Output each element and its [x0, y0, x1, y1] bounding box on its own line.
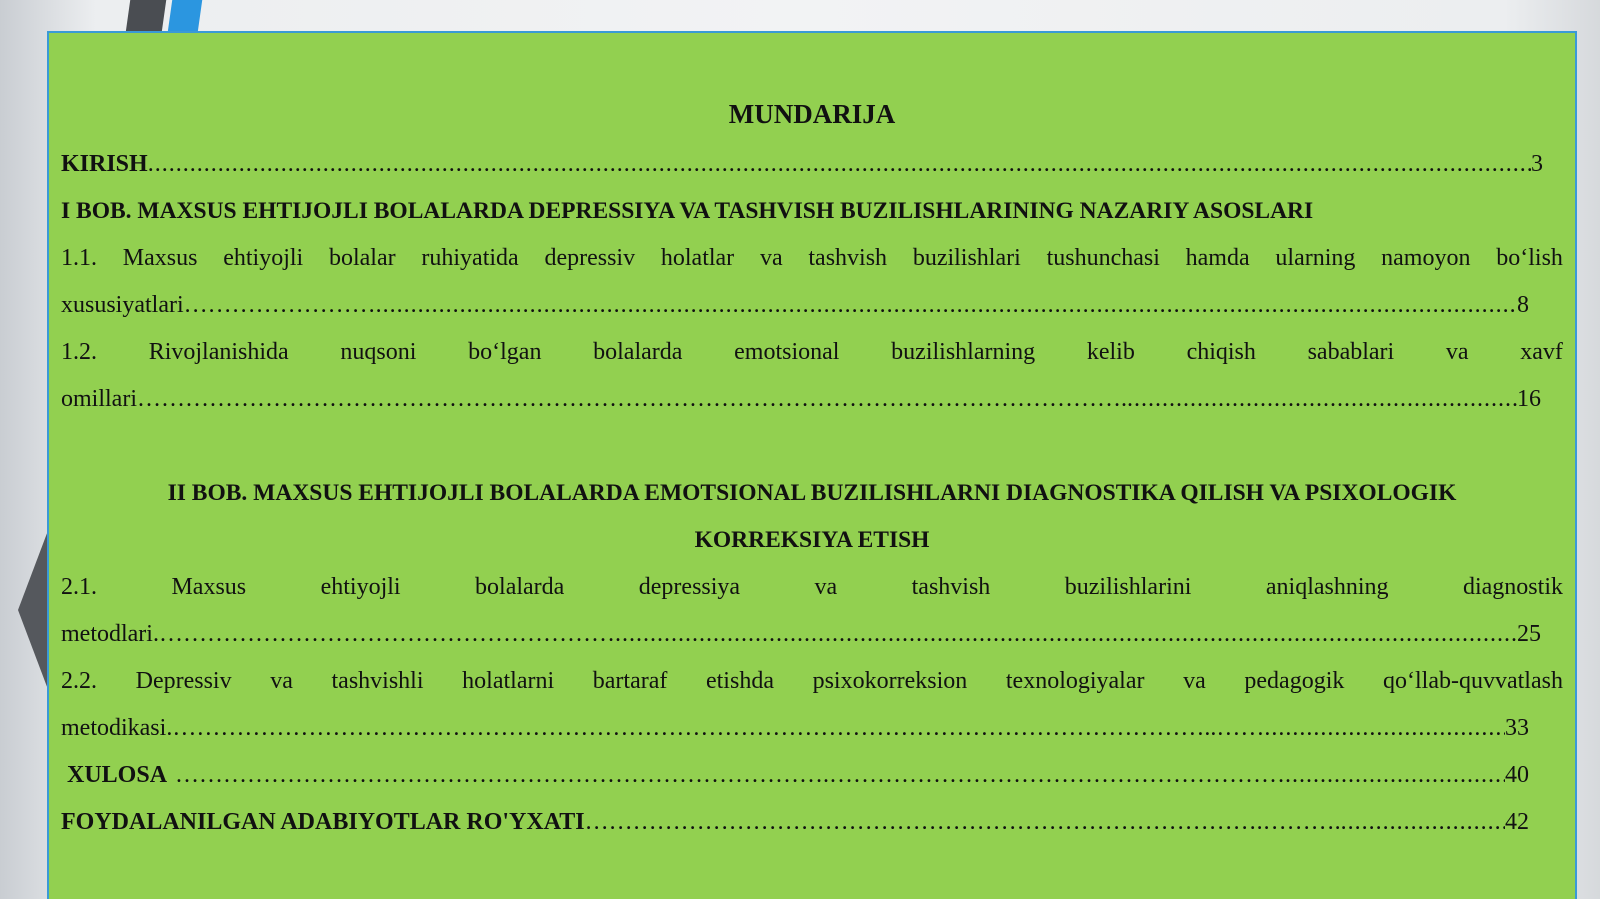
word: ularning — [1275, 245, 1356, 271]
word: etishda — [705, 668, 774, 694]
decorative-blue-stripe — [168, 0, 202, 32]
toc-page-number: 25 — [1517, 621, 1541, 647]
toc-entry-2-1-line1 — [61, 572, 1563, 602]
word: chiqish — [1186, 339, 1256, 365]
word: Rivojlanishida — [148, 339, 289, 365]
toc-page-number: 33 — [1505, 715, 1529, 741]
toc-entry-2-2-line1 — [61, 666, 1563, 696]
word: tashvish — [808, 245, 888, 271]
word: holatlarni — [462, 668, 555, 694]
dot-leader — [1127, 384, 1517, 414]
word: 1.1. — [61, 245, 97, 271]
table-of-contents-panel — [47, 31, 1577, 899]
toc-page-number: 40 — [1505, 762, 1529, 788]
toc-entry-kirish — [61, 149, 1563, 179]
word: Maxsus — [171, 574, 247, 600]
word: 1.2. — [61, 339, 97, 365]
toc-chapter-2-heading-line1: II BOB. MAXSUS EHTIJOJLI BOLALARDA EMOTSIONAL BUZILISHLARNI DIAGNOSTIKA QILISH VA PSIXOLOGIK — [167, 480, 1457, 506]
word: bolalarda — [593, 339, 683, 365]
dot-leader — [1285, 760, 1505, 790]
word: hamda — [1185, 245, 1250, 271]
word: Depressiv — [135, 668, 232, 694]
word: kelib — [1086, 339, 1135, 365]
toc-entry-label: metodikasi.…………………………………………………………………………………………………………………..…… — [61, 715, 1265, 741]
word: bo‘lgan — [468, 339, 542, 365]
toc-title: MUNDARIJA — [728, 99, 896, 129]
word: pedagogik — [1244, 668, 1345, 694]
word: psixokorreksion — [812, 668, 968, 694]
word: 2.2. — [61, 668, 97, 694]
dot-leader — [1264, 713, 1505, 743]
toc-entry-1-1-line1 — [61, 243, 1563, 273]
word: ehtiyojli — [223, 245, 304, 271]
dot-leader — [376, 290, 1517, 320]
word: va — [759, 245, 783, 271]
word: va — [1445, 339, 1469, 365]
toc-entry-1-2-line2 — [61, 384, 1563, 414]
word: qo‘llab-quvvatlash — [1383, 668, 1563, 694]
toc-page-number: 16 — [1517, 386, 1541, 412]
word: va — [1183, 668, 1206, 694]
word: holatlar — [660, 245, 735, 271]
toc-page-number: 3 — [1531, 151, 1543, 177]
word: xavf — [1520, 339, 1563, 365]
word: depressiya — [638, 574, 741, 600]
dot-leader — [148, 149, 1531, 179]
word: bartaraf — [592, 668, 668, 694]
word: buzilishlari — [912, 245, 1021, 271]
toc-entry-label: KIRISH — [61, 151, 148, 177]
word: tashvishli — [331, 668, 424, 694]
decorative-dark-stripe — [126, 0, 166, 32]
word: nuqsoni — [340, 339, 417, 365]
word: emotsional — [734, 339, 840, 365]
toc-entry-xulosa — [61, 760, 1563, 790]
toc-entry-2-2-line2 — [61, 713, 1563, 743]
word: Maxsus — [122, 245, 198, 271]
dot-leader-text: ………………………………………………………………………….………. — [584, 809, 1341, 835]
toc-entry-2-1-line2 — [61, 619, 1563, 649]
word: namoyon — [1381, 245, 1471, 271]
dot-leader — [1341, 807, 1505, 837]
toc-entry-1-1-line2 — [61, 290, 1563, 320]
toc-entry-adabiyotlar — [61, 807, 1563, 837]
toc-entry-label: omillari……………………………………………………………………………………………………………. — [61, 386, 1127, 412]
toc-page-number: 8 — [1517, 292, 1529, 318]
word: diagnostik — [1462, 574, 1563, 600]
word: bo‘lish — [1496, 245, 1563, 271]
toc-entry-label: xususiyatlari…………………… — [61, 292, 376, 318]
word: ruhiyatida — [421, 245, 519, 271]
toc-entry-label: metodlari.………………………………………………… — [61, 621, 615, 647]
toc-page-number: 42 — [1505, 809, 1529, 835]
word: buzilishlarini — [1064, 574, 1192, 600]
word: aniqlashning — [1265, 574, 1389, 600]
word: sabablari — [1307, 339, 1395, 365]
toc-chapter-1-heading: I BOB. MAXSUS EHTIJOJLI BOLALARDA DEPRESSIYA VA TASHVISH BUZILISHLARINING NAZARIY ASOSLARI — [61, 198, 1314, 224]
word: va — [814, 574, 838, 600]
toc-entry-1-2-line1 — [61, 337, 1563, 367]
dot-leader — [615, 619, 1517, 649]
word: buzilishlarning — [891, 339, 1036, 365]
toc-entry-label: FOYDALANILGAN ADABIYOTLAR RO'YXATI — [61, 809, 585, 835]
word: tashvish — [911, 574, 991, 600]
word: tushunchasi — [1046, 245, 1160, 271]
toc-entry-label: XULOSA — [67, 762, 168, 788]
word: depressiv — [544, 245, 636, 271]
dot-leader-text: ……………………………………………………………………….………………………………………………… — [175, 762, 1286, 788]
word: va — [270, 668, 293, 694]
word: bolalar — [328, 245, 396, 271]
word: bolalarda — [475, 574, 565, 600]
word: 2.1. — [61, 574, 97, 600]
word: ehtiyojli — [320, 574, 401, 600]
word: texnologiyalar — [1005, 668, 1145, 694]
toc-chapter-2-heading-line2: KORREKSIYA ETISH — [694, 527, 930, 553]
